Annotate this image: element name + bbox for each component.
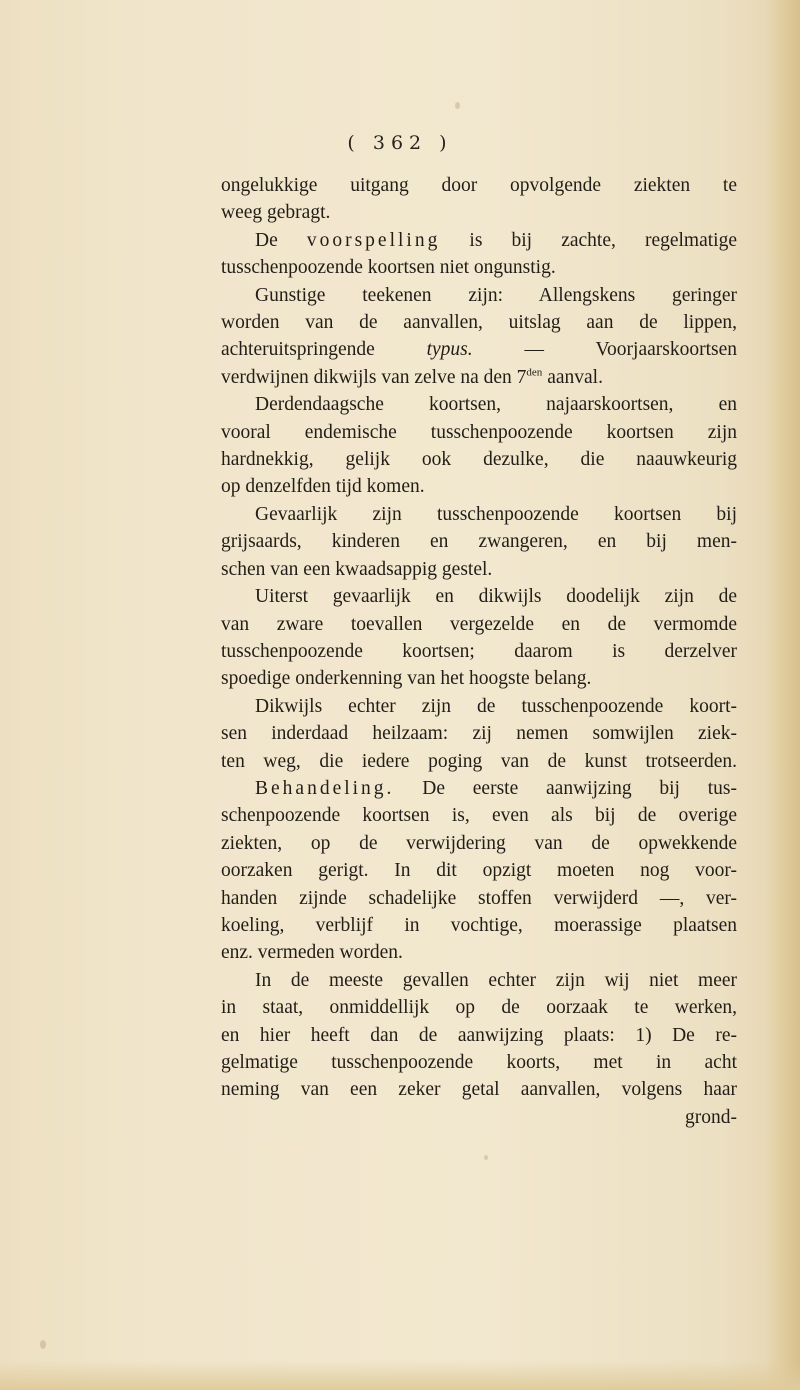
text-line <box>221 665 737 692</box>
line-text: handen zijnde schadelijke stoffen verwijderd —, ver- <box>221 887 737 909</box>
line-text: verdwijnen dikwijls van zelve na den 7 <box>221 366 527 388</box>
line-tail: — Voorjaarskoortsen <box>472 339 737 361</box>
italic-term: typus. <box>426 339 473 361</box>
line-text: koeling, verblijf in vochtige, moerassige plaatsen <box>221 914 737 936</box>
superscript: den <box>526 366 543 379</box>
line-text: sen inderdaad heilzaam: zij nemen somwijlen ziek- <box>221 723 737 745</box>
line-text: schenpoozende koortsen is, even als bij de overige <box>221 805 737 827</box>
line-text: spoedige onderkenning van het hoogste belang. <box>221 668 592 690</box>
body-text <box>221 172 737 1131</box>
line-text: gelmatige tusschenpoozende koorts, met in acht <box>221 1052 737 1073</box>
text-line <box>221 1076 737 1103</box>
text-line <box>221 254 737 281</box>
text-line <box>221 748 737 775</box>
paper-spot <box>40 1340 46 1349</box>
text-line <box>221 885 737 912</box>
line-text: neming van een zeker getal aanvallen, volgens haar <box>221 1079 737 1101</box>
text-line <box>221 528 737 555</box>
line-text: vooral endemische tusschenpoozende koortsen zijn <box>221 421 737 443</box>
paper-spot <box>484 1155 488 1160</box>
text-line <box>221 1049 737 1076</box>
line-text: Gevaarlijk zijn tusschenpoozende koortsen bij <box>255 503 737 525</box>
text-line <box>221 693 737 720</box>
text-line <box>221 419 737 446</box>
text-line <box>221 501 737 528</box>
text-line <box>221 1022 737 1049</box>
line-text: hardnekkig, gelijk ook dezulke, die naauwkeurig <box>221 449 737 471</box>
text-line <box>221 912 737 939</box>
line-text: weeg gebragt. <box>221 202 331 224</box>
line-text: ziekten, op de verwijdering van de opwekkende <box>221 832 737 854</box>
text-line <box>221 199 737 226</box>
text-line <box>221 364 737 391</box>
line-text: worden van de aanvallen, uitslag aan de lippen, <box>221 312 737 334</box>
line-text: Derdendaagsche koortsen, najaarskoortsen, en <box>255 394 737 416</box>
line-text: is bij zachte, regelmatige <box>440 229 737 251</box>
page-edge-shadow <box>766 0 800 1390</box>
line-text: grond- <box>685 1106 737 1128</box>
line-text: Uiterst gevaarlijk en dikwijls doodelijk zijn de <box>255 586 737 608</box>
text-line <box>221 391 737 418</box>
line-text: oorzaken gerigt. In dit opzigt moeten nog voor- <box>221 860 737 882</box>
text-line <box>221 994 737 1021</box>
text-line <box>221 939 737 966</box>
page-bottom-shadow <box>0 1360 800 1390</box>
line-lead: De <box>255 229 307 251</box>
text-line <box>221 775 737 802</box>
text-line <box>221 802 737 829</box>
text-line <box>221 830 737 857</box>
line-text: Dikwijls echter zijn de tusschenpoozende koort- <box>255 695 737 717</box>
text-line <box>221 473 737 500</box>
spaced-heading: voorspelling <box>306 229 441 251</box>
line-text: ongelukkige uitgang door opvolgende ziekten te <box>221 175 737 196</box>
text-line <box>221 309 737 336</box>
text-line <box>221 282 737 309</box>
text-line <box>221 720 737 747</box>
line-text: en hier heeft dan de aanwijzing plaats: 1) De re- <box>221 1024 737 1046</box>
line-text: In de meeste gevallen echter zijn wij niet meer <box>255 969 737 991</box>
line-text: achteruitspringende <box>221 339 427 361</box>
line-tail: aanval. <box>542 366 603 388</box>
text-line <box>221 556 737 583</box>
text-line <box>221 227 737 254</box>
line-text: Gunstige teekenen zijn: Allengskens geringer <box>255 284 737 306</box>
line-text: De eerste aanwijzing bij tus- <box>394 777 737 799</box>
page-number: ( 362 ) <box>347 132 453 154</box>
line-text: op denzelfden tijd komen. <box>221 476 425 498</box>
line-text: tusschenpoozende koortsen niet ongunstig. <box>221 257 556 279</box>
text-line <box>221 1104 737 1131</box>
paper-spot <box>455 102 460 109</box>
text-line <box>221 638 737 665</box>
text-line <box>221 172 737 199</box>
text-line <box>221 446 737 473</box>
line-text: schen van een kwaadsappig gestel. <box>221 558 493 580</box>
spaced-heading: Behandeling. <box>255 777 395 799</box>
text-line <box>221 583 737 610</box>
line-text: grijsaards, kinderen en zwangeren, en bij men- <box>221 531 737 553</box>
text-line <box>221 611 737 638</box>
line-text: tusschenpoozende koortsen; daarom is derzelver <box>221 640 737 662</box>
line-text: in staat, onmiddellijk op de oorzaak te werken, <box>221 997 737 1019</box>
text-line <box>221 857 737 884</box>
text-line <box>221 336 737 363</box>
line-text: enz. vermeden worden. <box>221 942 403 964</box>
line-text: van zware toevallen vergezelde en de vermomde <box>221 613 737 635</box>
line-text: ten weg, die iedere poging van de kunst trotseerden. <box>221 750 737 772</box>
text-line <box>221 967 737 994</box>
